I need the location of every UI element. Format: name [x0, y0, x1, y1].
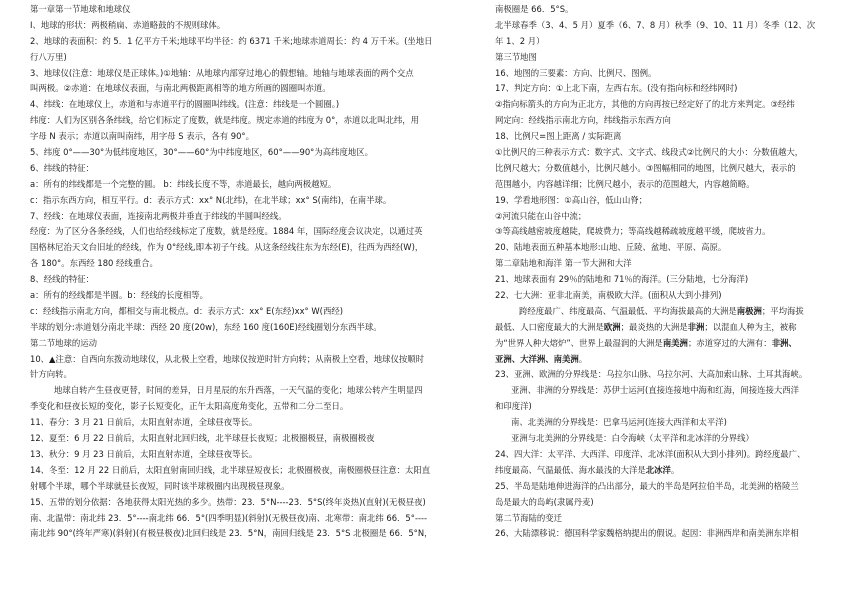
- text-line: 针方向转。: [30, 369, 72, 380]
- text-line: a：所有的经线都是半圆。b：经线的长度相等。: [30, 290, 208, 301]
- text-segment: 纬度最高、气温最低、海水最浅的大洋是: [495, 464, 646, 475]
- text-segment: ；最炎热的大洲是: [620, 321, 688, 332]
- text-line: ②河流只能在山谷中流；: [495, 210, 587, 221]
- bold-term: 北冰洋: [645, 464, 671, 475]
- text-segment: 。: [670, 464, 680, 475]
- text-line: 第二节海陆的变迁: [495, 512, 562, 523]
- text-line: 13、秋分：9 月 23 日前后，太阳直射赤道，全球昼夜等长。: [30, 448, 258, 459]
- text-line: c：指示东西方向，相互平行。d：表示方式：xx° N(北纬)，在北半球；xx° S(南纬)，在南半球。: [30, 194, 392, 205]
- text-line: 地球自转产生昼夜更替，时间的差异，日月星辰的东升西落，一天气温的变化；地球公转产生明显四: [54, 385, 423, 396]
- text-line: [495, 336, 838, 352]
- text-line: 比例尺越大；分数值越小，比例尺越小。③图幅相同的地图，比例尺越大，表示的: [495, 162, 796, 173]
- bold-term: 亚洲、大洋洲、南美洲: [495, 353, 579, 364]
- text-line: 第三节地图: [495, 51, 537, 62]
- text-segment: ；平均海拔: [761, 305, 804, 316]
- text-line: 范围越小，内容越详细；比例尺越小，表示的范围越大，内容越简略。: [495, 178, 755, 189]
- text-line: 15、五带的划分依据：各地获得太阳光热的多少。热带：23．5°N----23．5°S(终年炎热)(直射)(无极昼夜): [30, 496, 426, 507]
- text-segment: ；赤道穿过的大洲有：: [687, 337, 772, 348]
- text-line: 北半球春季（3、4、5 月）夏季（6、7、8 月）秋季（9、10、11 月）冬季（12、次: [495, 19, 816, 30]
- text-line: 23、亚洲、欧洲的分界线是：乌拉尔山脉、乌拉尔河、大高加索山脉、土耳其海峡。: [495, 369, 808, 380]
- text-line: 20、陆地表面五种基本地形:山地、丘陵、盆地、平原、高原。: [495, 242, 727, 253]
- text-line: 国格林尼治天文台旧址的经线，作为 0°经线,即本初子午线。从这条经线往东为东经(E)，往西为西经(W)，: [30, 242, 424, 253]
- text-line: 17、判定方向：①上北下南，左西右东。(没有指向标和经纬网时): [495, 83, 738, 94]
- text-line: 亚洲、非洲的分界线是：苏伊士运河(直接连接地中海和红海，间接连接大西洋: [511, 385, 800, 396]
- text-line: 21、地球表面有 29％的陆地和 71％的海洋。(三分陆地，七分海洋): [495, 274, 749, 285]
- text-line: ②指向标箭头的方向为正北方，其他的方向再按已经定好了的北方来判定。③经纬: [495, 99, 795, 110]
- text-segment: 跨经度最广、纬度最高、气温最低、平均海拔最高的大洲是: [519, 305, 737, 316]
- text-line: 南北纬 90°(终年严寒)(斜射)(有极昼极夜)北回归线是 23．5°N，南回归线是 23．5°S 北极圈是 66．5°N，: [30, 528, 433, 539]
- text-line: 14、冬至：12 月 22 日前后，太阳直射南回归线，北半球昼短夜长；北极圈极夜，南极圈极昼注意：太阳直: [30, 464, 431, 475]
- text-line: 26、大陆漂移说：德国科学家魏格纳提出的假说。起因：非洲西岸和南美洲东岸相: [495, 528, 799, 539]
- text-line: [495, 447, 838, 463]
- text-line: 第一章第一节地球和地球仪: [30, 4, 131, 14]
- text-line: 和印度洋): [495, 401, 532, 412]
- text-line: Ⅰ、地球的形状：两极稍扁、赤道略鼓的不规则球体。: [30, 19, 226, 30]
- text-line: 10、▲注意：自西向东拨动地球仪，从北极上空看，地球仪按逆时针方向转；从南极上空看，地球仪按顺时: [30, 353, 424, 364]
- text-line: 2、地球的表面积：约 5．1 亿平方千米;地球平均半径：约 6371 千米;地球赤道周长：约 4 万千米。(坐地日: [30, 35, 433, 46]
- text-line: ③等高线越密坡度越陡，爬坡费力；等高线越稀疏坡度越平缓，爬坡省力。: [495, 226, 771, 237]
- text-line: 字母 N 表示；赤道以南叫南纬，用字母 S 表示，各有 90°。: [30, 131, 254, 142]
- text-line: 第二章陆地和海洋 第一节大洲和大洋: [495, 258, 632, 269]
- text-line: 半球的划分:赤道划分南北半球：西经 20 度(20w)，东经 160 度(160E)经线圈划分东西半球。: [30, 321, 382, 332]
- text-segment: 为“世界人种大熔炉”、世界上最湿润的大洲是: [495, 337, 663, 348]
- text-line: [495, 463, 838, 479]
- text-line: 南极圈是 66．5°S。: [495, 4, 574, 14]
- text-line: 行八万里): [30, 51, 67, 62]
- text-line: 16、地图的三要素：方向、比例尺、图例。: [495, 67, 657, 78]
- bold-term: 南极洲: [736, 305, 762, 316]
- text-line: 7、经线：在地球仪表面，连接南北两极并垂直于纬线的半圆叫经线。: [30, 210, 287, 221]
- text-line: 18、比例尺=图上距离 / 实际距离: [495, 131, 622, 142]
- text-line: 南、北美洲的分界线是：巴拿马运河(连接大西洋和太平洋): [511, 417, 727, 428]
- text-line: 年 1、2 月）: [495, 35, 545, 46]
- text-line: 经度：为了区分各条经线，人们也给经线标定了度数，就是经度。1884 年，国际经度会议决定，以通过英: [30, 226, 423, 237]
- left-column: [30, 2, 443, 542]
- text-line: 岛是最大的岛屿(隶属丹麦): [495, 496, 594, 507]
- text-line: 6、纬线的特征：: [30, 162, 94, 173]
- text-line: 季变化和昼夜长短的变化，影子长短变化，正午太阳高度角变化，五带和二分二至日。: [30, 401, 349, 412]
- text-line: 11、春分：3 月 21 日前后，太阳直射赤道，全球昼夜等长。: [30, 417, 258, 428]
- text-line: [495, 352, 838, 368]
- text-line: 网定向：经线指示南北方向，纬线指示东西方向: [495, 115, 671, 126]
- text-line: 22、七大洲：亚非北南美，南极欧大洋。(面积从大到小排列): [495, 290, 722, 301]
- bold-term: 南美洲: [662, 337, 688, 348]
- text-line: 各 180°。东西经 180 经线重合。: [30, 258, 158, 269]
- text-line: a：所有的纬线都是一个完整的圆。 b：纬线长度不等，赤道最长，越向两极越短。: [30, 178, 337, 189]
- text-line: 纬度：人们为区别各条纬线，给它们标定了度数，就是纬度。规定赤道的纬度为 0°，赤道以北叫北纬，用: [30, 115, 420, 126]
- right-column: [495, 2, 838, 542]
- text-line: 4、纬线：在地球仪上，赤道和与赤道平行的圆圈叫纬线。(注意：纬线是一个圆圈。): [30, 99, 340, 110]
- bold-term: 欧洲: [603, 321, 621, 332]
- bold-term: 非洲、: [771, 337, 797, 348]
- text-line: 第二节地球的运动: [30, 337, 97, 348]
- text-line: 12、夏至：6 月 22 日前后，太阳直射北回归线，北半球昼长夜短；北极圈极昼，南极圈极夜: [30, 433, 375, 444]
- bold-term: 非洲: [687, 321, 705, 332]
- text-segment: 。: [578, 353, 588, 364]
- text-line: [495, 320, 838, 336]
- text-line: c：经线指示南北方向，都相交与南北极点。d：表示方式：xx° E(东经)xx° W(西经): [30, 305, 343, 316]
- text-line: 南、北温带：南北纬 23．5°----南北纬 66．5°(四季明显)(斜射)(无极昼夜)南、北寒带：南北纬 66．5°----: [30, 512, 428, 523]
- text-line: 25、半岛是陆地伸进海洋的凸出部分，最大的半岛是阿拉伯半岛，北美洲的格陵兰: [495, 480, 799, 491]
- text-line: 19、学看地形图：①高山谷，低山山脊；: [495, 194, 648, 205]
- text-line: 8、经线的特征：: [30, 274, 94, 285]
- text-line: 亚洲与北美洲的分界线是：白令海峡（太平洋和北冰洋的分界线）: [511, 433, 754, 444]
- text-line: 叫两极。②赤道：在地球仪表面，与南北两极距离相等的地方所画的圆圈叫赤道。: [30, 83, 331, 94]
- text-line: 5、纬度 0°——30°为低纬度地区，30°——60°为中纬度地区，60°——90°为高纬度地区。: [30, 147, 373, 158]
- text-line: 3、地球仪(注意：地球仪是正球体。)①地轴：从地球内部穿过地心的假想轴。地轴与地球表面的两个交点: [30, 67, 414, 78]
- text-segment: 24、四大洋：太平洋、大西洋、印度洋、北冰洋(面积从大到小排列)。跨经度最广、: [495, 448, 806, 459]
- text-line: 射哪个半球，哪个半球就昼长夜短，同时该半球极圈内出现极昼现象。: [30, 480, 290, 491]
- text-segment: ；以混血人种为主，被称: [704, 321, 797, 332]
- text-line: [495, 304, 838, 320]
- text-line: ①比例尺的三种表示方式：数字式、文字式、线段式②比例尺的大小：分数值越大，: [495, 147, 804, 158]
- text-segment: 最低、人口密度最大的大洲是: [495, 321, 604, 332]
